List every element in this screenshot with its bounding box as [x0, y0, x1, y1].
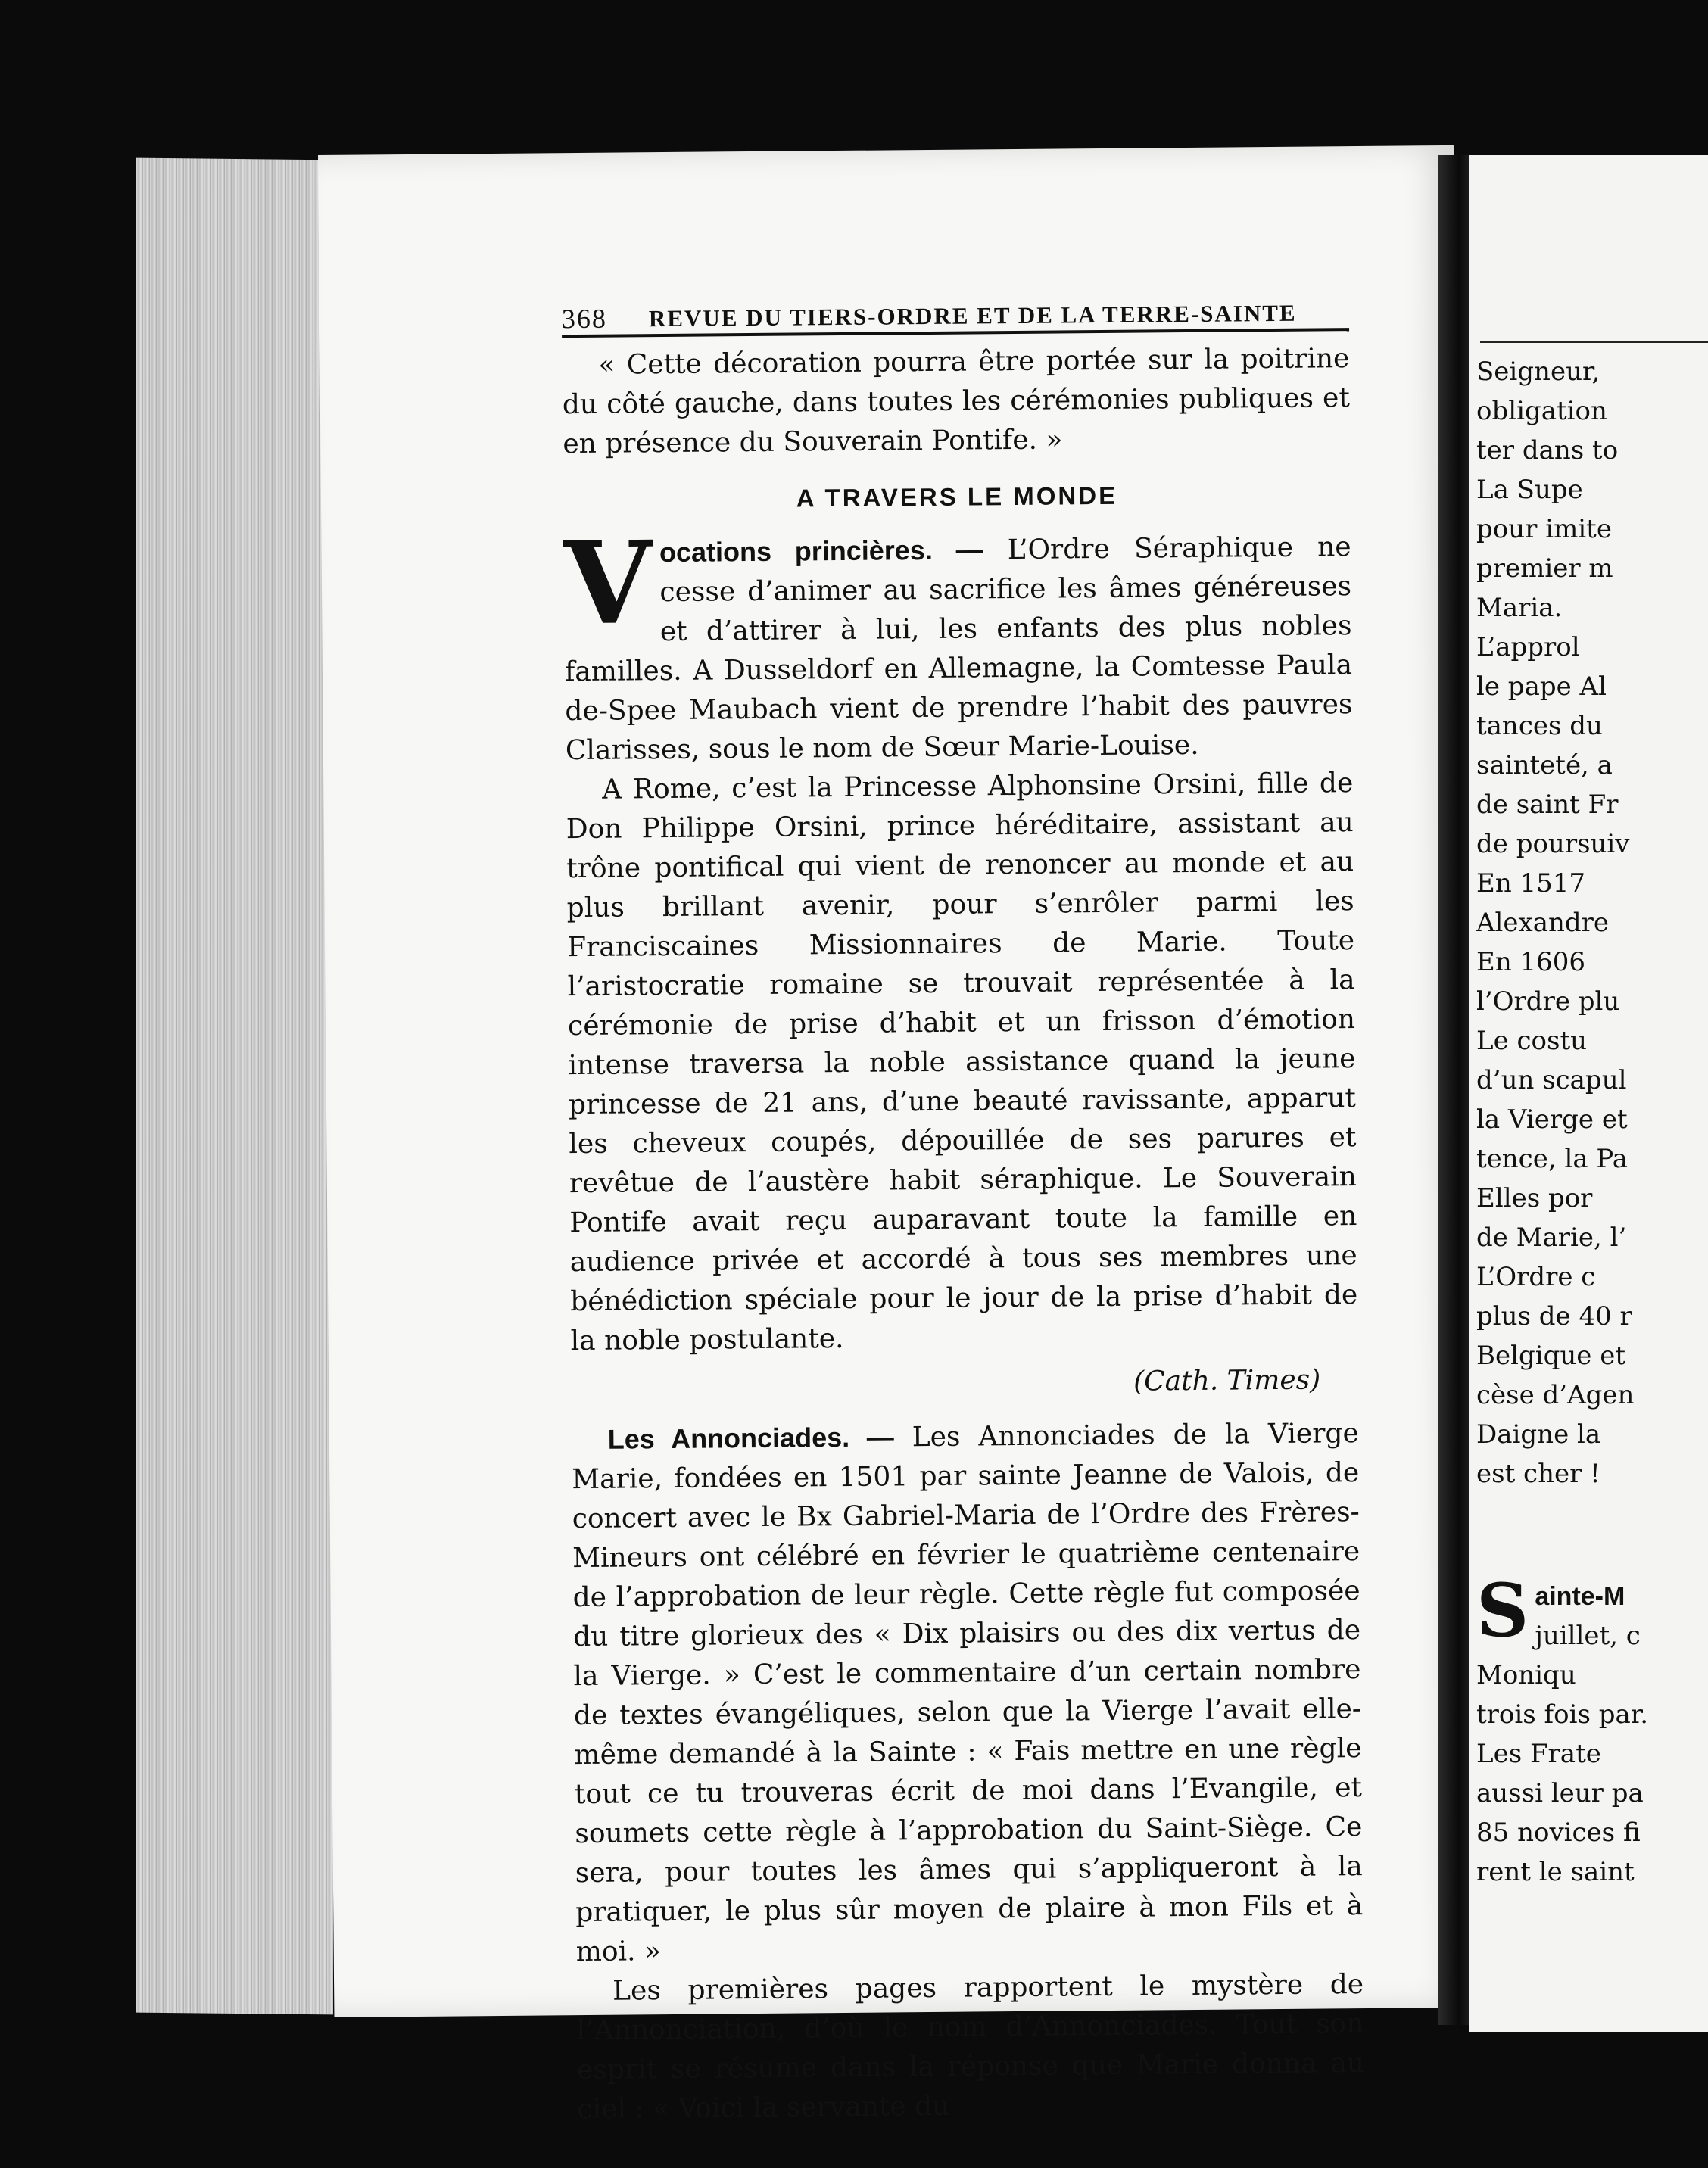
opening-paragraph: « Cette décoration pourra être portée sur la poitrine du côté gauche, dans toutes les cérémonies publiques et en présence du Souverain Pontife. » [562, 343, 1351, 460]
article2-paragraph2: Les premières pages rapportent le mystère de l’Annonciation, d’où le nom d’Annonciades. Tout son esprit se résume dans la réponse que Marie donna au ciel : « Voici la servante du [576, 1969, 1365, 2126]
right-line: la Vierge et [1476, 1104, 1628, 1135]
right-page-text [1476, 352, 1708, 1892]
right-line: tence, la Pa [1476, 1144, 1629, 1174]
right-line: Maria. [1476, 593, 1563, 623]
right-line: Le costu [1476, 1026, 1588, 1056]
right-line: Les Frate [1476, 1739, 1601, 1769]
right-line: En 1606 [1476, 947, 1586, 977]
right-header-rule [1480, 341, 1708, 343]
right-line: pour imite [1476, 514, 1612, 544]
right-line: rent le saint [1476, 1857, 1635, 1887]
body-text [562, 339, 1365, 2129]
right-line: aussi leur pa [1476, 1778, 1644, 1808]
page-number: 368 [561, 303, 608, 335]
right-line: Alexandre [1476, 908, 1610, 938]
right-line: plus de 40 r [1476, 1301, 1632, 1332]
right-line: L’Ordre c [1476, 1262, 1596, 1292]
right-line: trois fois par. [1476, 1699, 1649, 1730]
article1-paragraph2: A Rome, c’est la Princesse Alphonsine Orsini, fille de Don Philippe Orsini, prince héréditaire, assistant au trône pontifical qui vient de renoncer au monde et au plus brillant avenir, pour s’enrôler parmi les Franciscaines Missionnaires de Marie. Toute l’aristocratie romaine se trouvait représentée à la cérémonie de prise d’habit et un frisson d’émotion intense traversa la noble assistance quand la jeune princesse de 21 ans, d’une beauté ravissante, apparut les cheveux coupés, dépouillée de ses parures et revêtue de l’austère habit séraphique. Le Souverain Pontife avait reçu auparavant toute la famille en audience privée et accordé à tous ses membres une bénédiction spéciale pour le jour de la prise d’habit de la noble postulante. [566, 768, 1358, 1357]
section-title: A TRAVERS LE MONDE [796, 481, 1118, 512]
running-title: REVUE DU TIERS-ORDRE ET DE LA TERRE-SAINTE [648, 299, 1297, 332]
article1-lead: ocations princières. — [659, 534, 983, 568]
article1-source: (Cath. Times) [1133, 1364, 1321, 1397]
right-dropcap-letter: S [1476, 1568, 1529, 1653]
right-spacer [1476, 1494, 1708, 1577]
right-line: premier m [1476, 553, 1613, 584]
right-line: le pape Al [1476, 671, 1607, 702]
right-line: sainteté, a [1476, 750, 1613, 780]
right-line: 85 novices fi [1476, 1818, 1641, 1848]
right-line: Seigneur, [1476, 357, 1600, 387]
right-line: Daigne la [1476, 1419, 1601, 1450]
right-line: Elles por [1476, 1183, 1593, 1213]
right-line: Belgique et [1476, 1341, 1625, 1371]
right-line: tances du [1476, 711, 1603, 741]
right-line: est cher ! [1476, 1459, 1600, 1489]
right-line: d’un scapul [1476, 1065, 1627, 1095]
right-line: ainte-M [1535, 1582, 1625, 1611]
right-line: En 1517 [1476, 868, 1586, 899]
book-gutter [1438, 155, 1473, 2025]
dropcap-letter: V [563, 516, 653, 651]
right-line: obligation [1476, 396, 1607, 426]
right-page [1469, 155, 1708, 2032]
article1-paragraph1 [563, 516, 1353, 771]
article2-paragraph1 [572, 1413, 1364, 1972]
right-line: L’approl [1476, 632, 1580, 662]
article2-text1: Les Annonciades de la Vierge Marie, fondées en 1501 par sainte Jeanne de Valois, de concert avec le Bx Gabriel-Maria de l’Ordre des Frères-Mineurs ont célébré en février le quatrième centenaire de l’approbation de leur règle. Cette règle fut composée du titre glorieux des « Dix plaisirs ou des dix vertus de la Vierge. » C’est le commentaire d’un certain nombre de textes évangéliques, selon que la Vierge l’avait elle-même demandé à la Sainte : « Fais mettre en une règle tout ce tu trouveras écrit de moi dans l’Evangile, et soumets cette règle à l’approbation du Saint-Siège. Ce sera, pour toutes les âmes qui s’appliqueront à la pratiquer, le plus sûr moyen de plaire à mon Fils et à moi. » [572, 1418, 1364, 1968]
left-page [318, 145, 1470, 2126]
article1-text1: L’Ordre Séraphique ne cesse d’animer au sacrifice les âmes généreuses et d’attirer à lui, les enfants des plus nobles familles. A Dusseldorf en Allemagne, la Comtesse Paula de-Spee Maubach vient de prendre l’habit des pauvres Clarisses, sous le nom de Sœur Marie-Louise. [564, 531, 1353, 767]
right-line: de Marie, l’ [1476, 1223, 1627, 1253]
right-line: La Supe [1476, 475, 1583, 505]
right-line: cèse d’Agen [1476, 1380, 1635, 1410]
right-line: de poursuiv [1476, 829, 1630, 859]
right-line: Moniqu [1476, 1660, 1576, 1690]
article2-lead: Les Annonciades. — [607, 1421, 894, 1455]
page-edges [136, 158, 333, 2015]
right-line: de saint Fr [1476, 790, 1619, 820]
right-line: ter dans to [1476, 435, 1619, 466]
right-line: l’Ordre plu [1476, 986, 1620, 1017]
right-line: juillet, c [1535, 1621, 1641, 1651]
